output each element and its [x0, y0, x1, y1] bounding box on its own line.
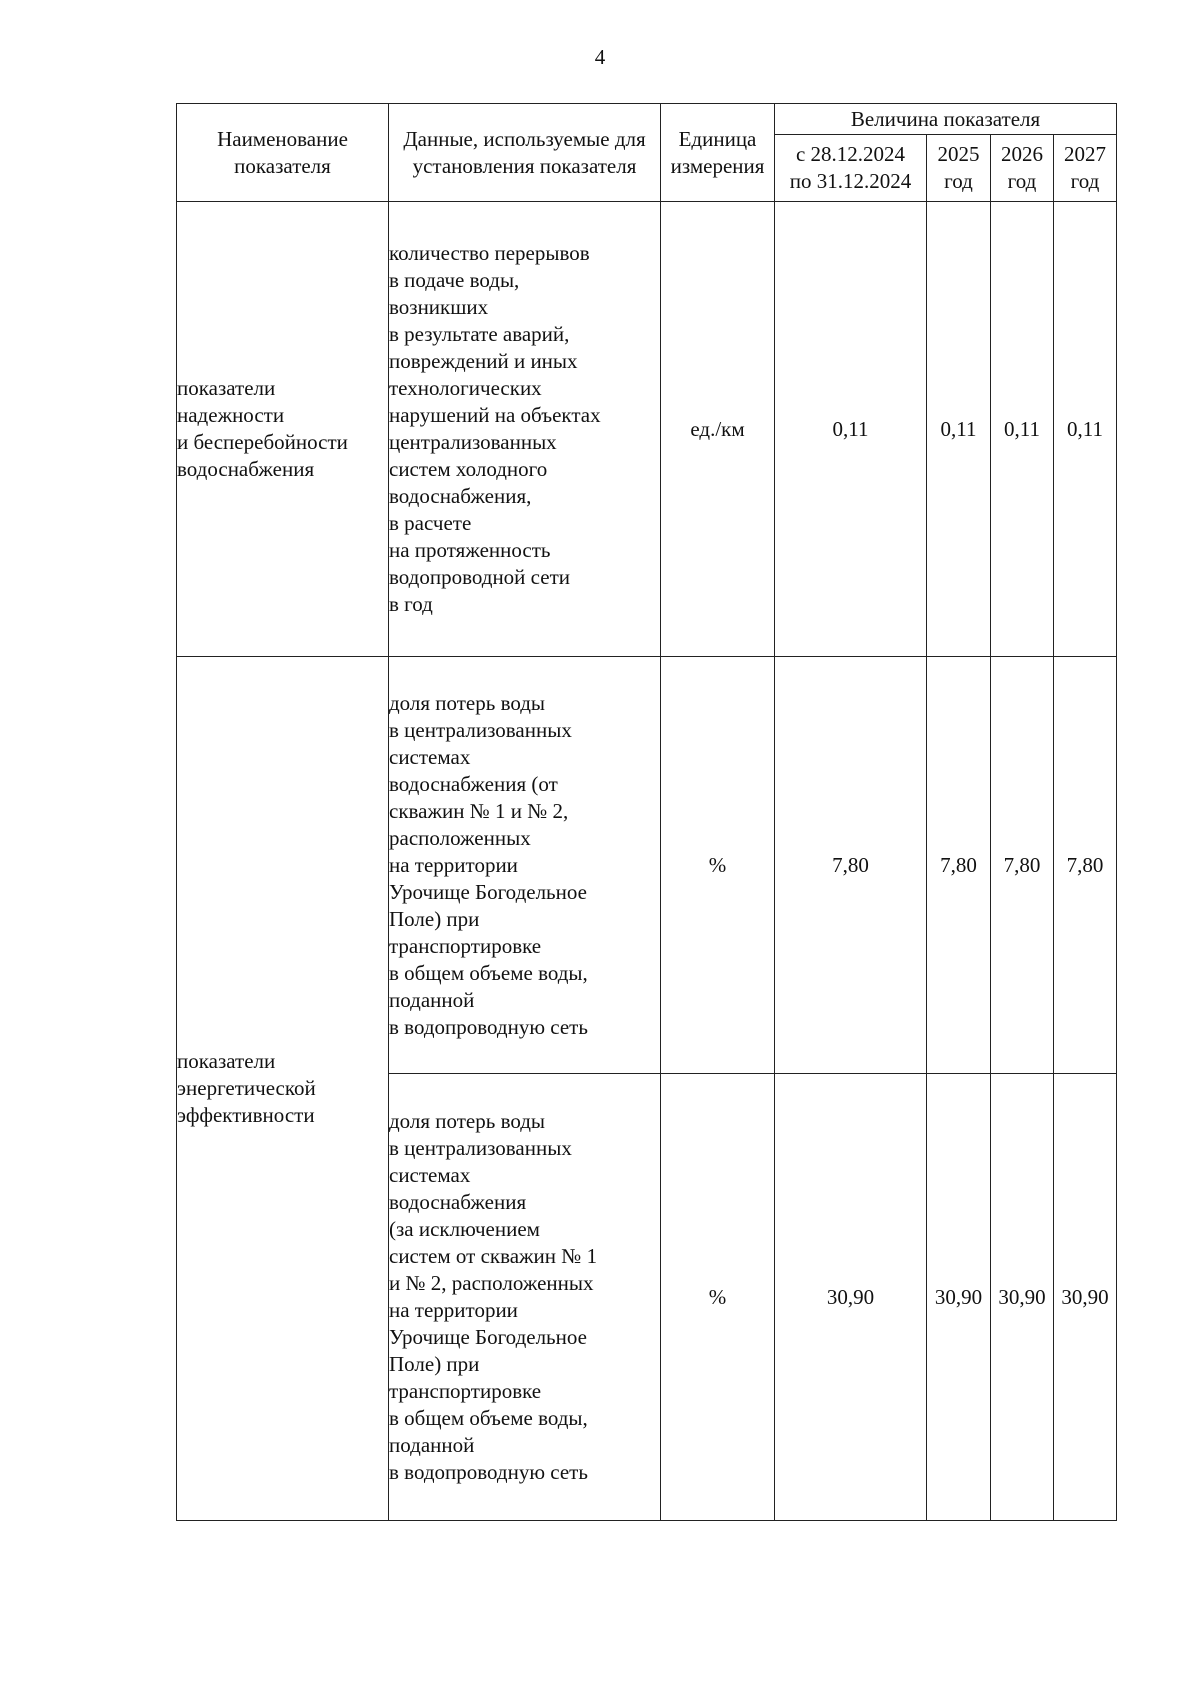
indicator-name-energy-efficiency: показатели энергетической эффективности — [177, 657, 389, 1521]
indicator-data-losses-other: доля потерь воды в централизованных системах водоснабжения (за исключением систем от скважин № 1 и № 2, расположенных на территории Урочище Богодельное Поле) при транспортировке в общем объеме воды, поданной в водопроводную сеть — [389, 1074, 661, 1521]
header-name: Наименование показателя — [177, 104, 389, 202]
value-cell: 30,90 — [991, 1074, 1054, 1521]
value-cell: 7,80 — [1054, 657, 1117, 1074]
header-data: Данные, используемые для установления показателя — [389, 104, 661, 202]
table-row — [177, 657, 1117, 1074]
table-row — [177, 202, 1117, 657]
value-cell: 0,11 — [1054, 202, 1117, 657]
header-value-group: Величина показателя — [775, 104, 1117, 135]
header-period-1: с 28.12.2024 по 31.12.2024 — [775, 135, 927, 202]
indicator-name-reliability: показатели надежности и бесперебойности водоснабжения — [177, 202, 389, 657]
indicator-data-losses-wells: доля потерь воды в централизованных системах водоснабжения (от скважин № 1 и № 2, расположенных на территории Урочище Богодельное Поле) при транспортировке в общем объеме воды, поданной в водопроводную сеть — [389, 657, 661, 1074]
unit-cell: % — [661, 1074, 775, 1521]
value-cell: 0,11 — [991, 202, 1054, 657]
value-cell: 7,80 — [991, 657, 1054, 1074]
header-period-2026: 2026 год — [991, 135, 1054, 202]
header-unit: Единица измерения — [661, 104, 775, 202]
header-period-2027: 2027 год — [1054, 135, 1117, 202]
value-cell: 30,90 — [1054, 1074, 1117, 1521]
value-cell: 7,80 — [927, 657, 991, 1074]
value-cell: 0,11 — [927, 202, 991, 657]
unit-cell: ед./км — [661, 202, 775, 657]
header-period-2025: 2025 год — [927, 135, 991, 202]
table-header — [177, 104, 1117, 202]
value-cell: 7,80 — [775, 657, 927, 1074]
page-number: 4 — [594, 45, 606, 69]
value-cell: 0,11 — [775, 202, 927, 657]
indicator-data-interruptions: количество перерывов в подаче воды, возникших в результате аварий, повреждений и иных технологических нарушений на объектах централизованных систем холодного водоснабжения, в расчете на протяженность водопроводной сети в год — [389, 202, 661, 657]
value-cell: 30,90 — [927, 1074, 991, 1521]
value-cell: 30,90 — [775, 1074, 927, 1521]
unit-cell: % — [661, 657, 775, 1074]
indicators-table — [176, 103, 1117, 1521]
